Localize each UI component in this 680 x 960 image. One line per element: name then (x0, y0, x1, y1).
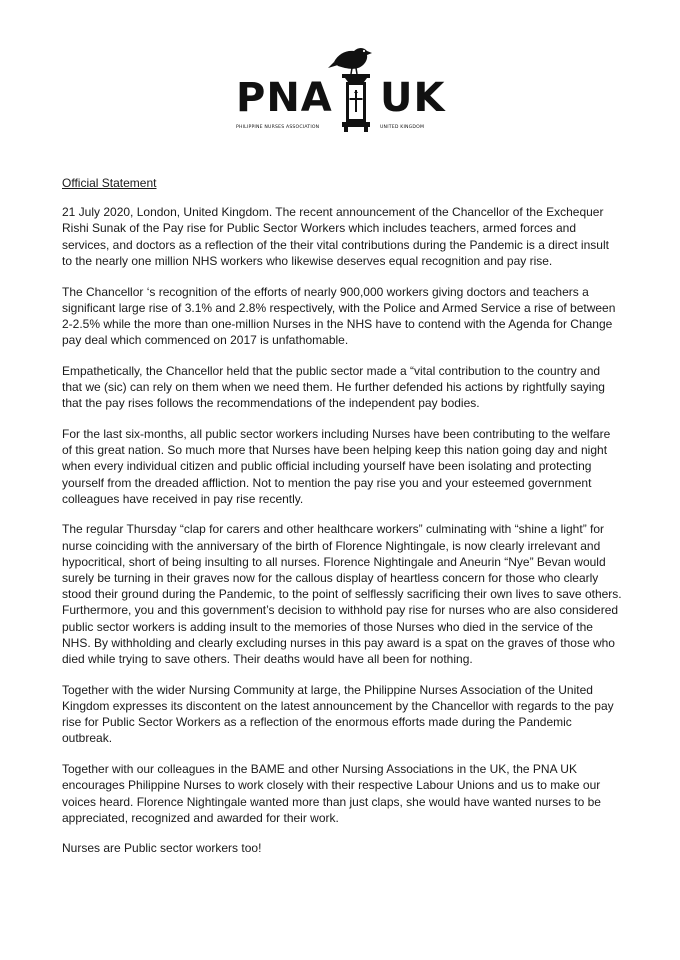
closing-line: Nurses are Public sector workers too! (62, 841, 262, 856)
paragraph-1: 21 July 2020, London, United Kingdom. The recent announcement of the Chancellor of the Exchequer Rishi Sunak of the Pay rise for Public Sector Workers which includes teachers, armed forces and services, and doctors as a reflection of the their vital contributions during the Pandemic is a direct insult to the nearly one million NHS workers who likewise deserves equal recognition and pay rise. (62, 205, 609, 268)
paragraph-7: Together with our colleagues in the BAME and other Nursing Associations in the UK, the PNA UK encourages Philippine Nurses to work closely with their respective Labour Unions and us to make our voices heard. Florence Nightingale wanted more than just claps, she would have wanted nurses to be appreciated, recognized and awarded for their work. (62, 762, 601, 825)
paragraph-2: The Chancellor ‘s recognition of the efforts of nearly 900,000 workers giving doctors and teachers a significant large rise of 3.1% and 2.8% respectively, with the Police and Armed Service a rise of between 2-2.5% while the more than one-million Nurses in the NHS have to contend with the Agenda for Change pay deal which commenced on 2017 is unfathomable. (62, 284, 616, 348)
logo-left-caption: PHILIPPINE NURSES ASSOCIATION (236, 125, 320, 130)
paragraph-3: Empathetically, the Chancellor held that the public sector made a “vital contribution to the country and that we (sic) can rely on them when we need them. He further defended his actions by rightfully saying that the pay rises follows the recommendations of the independent pay bodies. (62, 363, 605, 411)
statement-body (62, 175, 622, 871)
logo-left-text: PNA (236, 75, 333, 121)
statement-heading: Official Statement (62, 176, 157, 190)
paragraph-4: For the last six-months, all public sector workers including Nurses have been contributing to the welfare of this great nation. So much more that Nurses have been helping keep this nation going day and night when every individual citizen and public official including yourself have been isolating and protecting yourself from the dreaded affliction. Not to mention the pay rise you and your esteemed government colleagues have received in pay rise recently. (62, 426, 611, 506)
logo-right-text: UK (380, 75, 446, 121)
logo-right-caption: UNITED KINGDOM (380, 125, 425, 130)
pna-uk-logo (228, 42, 468, 142)
bird-lamp-emblem-icon (328, 42, 382, 134)
paragraph-5: The regular Thursday “clap for carers and other healthcare workers” culminating with “shine a light” for nurse coinciding with the anniversary of the birth of Florence Nightingale, is now clearly irrelevant and hypocritical, short of being insulting to all nurses. Florence Nightingale and Aneurin “Nye” Bevan would surely be turning in their graves now for the callous display of heartless concern for those who clearly stood their ground during the Pandemic, to the point of selflessly sacrificing their own lives to save others. Furthermore, you and this government’s decision to withhold pay rise for nurses who are also considered public sector workers is adding insult to the memories of those Nurses who died in the service of the NHS. By withholding and clearly excluding nurses in this pay award is a spat on the graves of those who died while trying to save others. Their deaths would have all been for nothing. (62, 522, 622, 667)
paragraph-6: Together with the wider Nursing Community at large, the Philippine Nurses Association of the United Kingdom expresses its discontent on the latest announcement by the Chancellor with regards to the pay rise for Public Sector Workers as a reflection of the enormous efforts made during the Pandemic outbreak. (62, 682, 614, 746)
